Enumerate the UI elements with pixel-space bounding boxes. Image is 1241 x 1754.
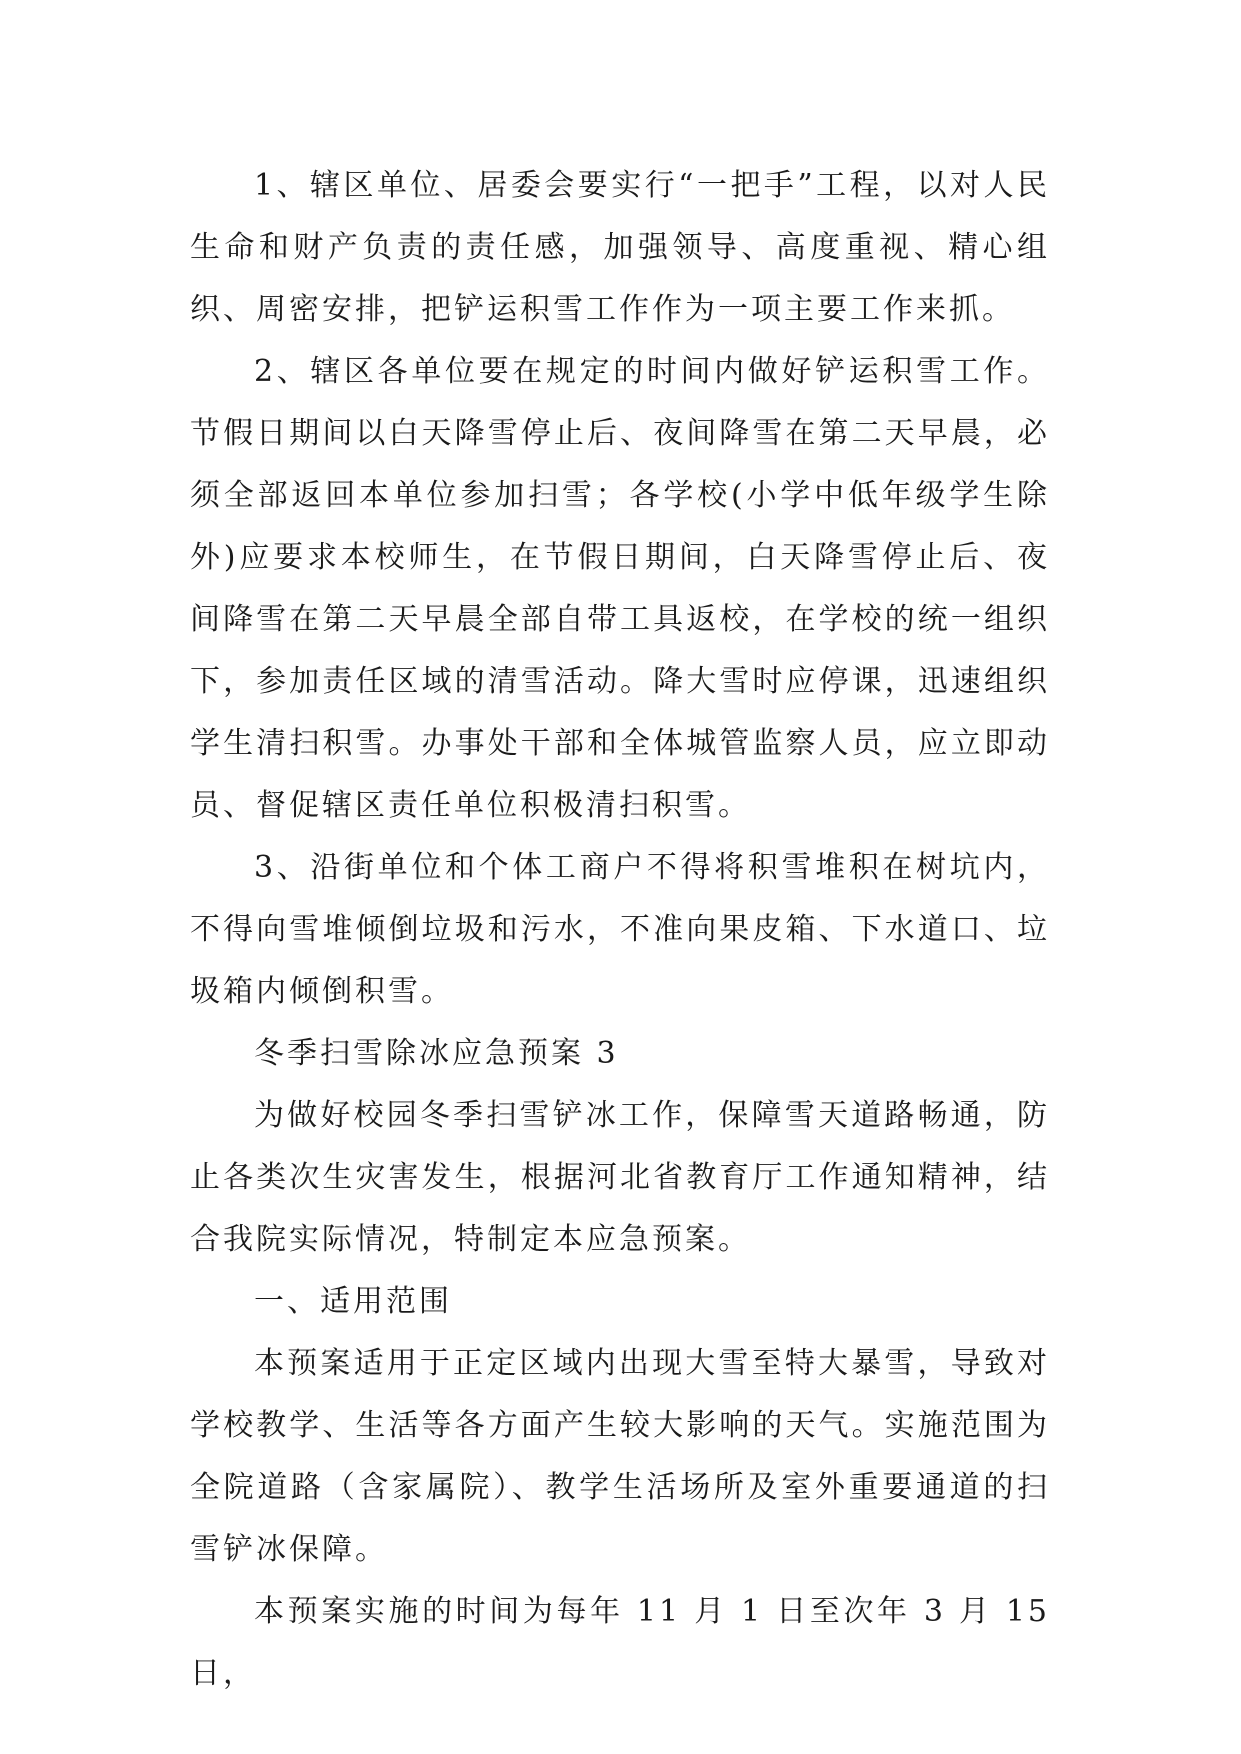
paragraph-scope: 本预案适用于正定区域内出现大雪至特大暴雪，导致对学校教学、生活等各方面产生较大影响的天气。实施范围为全院道路（含家属院）、教学生活场所及室外重要通道的扫雪铲冰保障。 [190,1346,1050,1567]
section-title: 冬季扫雪除冰应急预案 3 [254,1036,619,1071]
document-body [190,155,1050,1705]
paragraph-1: 1、辖区单位、居委会要实行“一把手”工程，以对人民生命和财产负责的责任感，加强领导、高度重视、精心组织、周密安排，把铲运积雪工作作为一项主要工作来抓。 [190,168,1050,327]
paragraph-period: 本预案实施的时间为每年 11 月 1 日至次年 3 月 15 日， [190,1594,1050,1691]
paragraph-intro: 为做好校园冬季扫雪铲冰工作，保障雪天道路畅通，防止各类次生灾害发生，根据河北省教育厅工作通知精神，结合我院实际情况，特制定本应急预案。 [190,1098,1050,1257]
paragraph-2: 2、辖区各单位要在规定的时间内做好铲运积雪工作。节假日期间以白天降雪停止后、夜间降雪在第二天早晨，必须全部返回本单位参加扫雪；各学校(小学中低年级学生除外)应要求本校师生，在节假日期间，白天降雪停止后、夜间降雪在第二天早晨全部自带工具返校，在学校的统一组织下，参加责任区域的清雪活动。降大雪时应停课，迅速组织学生清扫积雪。办事处干部和全体城管监察人员，应立即动员、督促辖区责任单位积极清扫积雪。 [190,354,1050,823]
section-heading-scope: 一、适用范围 [254,1284,452,1319]
paragraph-3: 3、沿街单位和个体工商户不得将积雪堆积在树坑内，不得向雪堆倾倒垃圾和污水，不准向果皮箱、下水道口、垃圾箱内倾倒积雪。 [190,850,1050,1009]
